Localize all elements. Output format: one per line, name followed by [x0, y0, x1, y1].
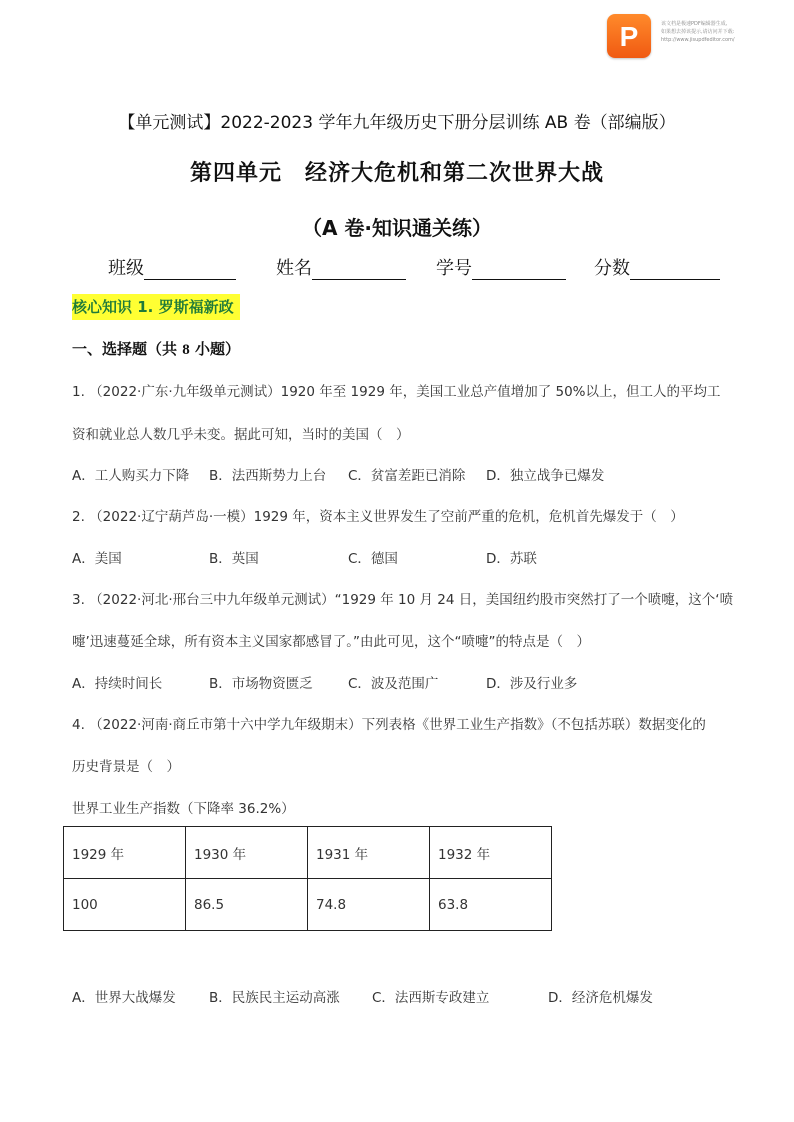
watermark-line: 如果想去掉该提示,请访问并下载: — [661, 29, 735, 35]
watermark-line: 该文档是极速PDF编辑器生成, — [661, 21, 728, 27]
watermark-line: http://www.jisupdfeditor.com/ — [661, 37, 735, 43]
table-cell: 63.8 — [430, 879, 552, 931]
name-label: 姓名 — [276, 258, 312, 279]
q4-option-b[interactable]: B．民族民主运动高涨 — [209, 990, 340, 1006]
unit-title: 第四单元 经济大危机和第二次世界大战 — [189, 161, 604, 186]
q2-option-b[interactable]: B．英国 — [209, 551, 259, 567]
table-caption: 世界工业生产指数（下降率 36.2%） — [72, 801, 295, 817]
q2-option-a[interactable]: A．美国 — [72, 551, 122, 567]
table-header-cell: 1931 年 — [308, 827, 430, 879]
class-label: 班级 — [108, 258, 144, 279]
score-blank[interactable] — [630, 261, 720, 280]
q1-option-d[interactable]: D．独立战争已爆发 — [486, 468, 605, 484]
watermark-text — [661, 20, 791, 44]
q1-option-c[interactable]: C．贫富差距已消除 — [348, 468, 466, 484]
section-heading — [72, 338, 240, 359]
question-2-line-1: 2. （2022·辽宁葫芦岛·一模）1929 年，资本主义世界发生了空前严重的危机，危机首先爆发于（ ） — [72, 509, 684, 525]
table-header-cell: 1930 年 — [186, 827, 308, 879]
student-id-field[interactable] — [436, 254, 566, 280]
table-header-cell: 1932 年 — [430, 827, 552, 879]
question-1-line-1: 1. （2022·广东·九年级单元测试）1920 年至 1929 年，美国工业总产值增加了 50%以上，但工人的平均工 — [72, 384, 721, 400]
table-header-cell: 1929 年 — [64, 827, 186, 879]
question-3-line-1: 3. （2022·河北·邢台三中九年级单元测试）“1929 年 10 月 24 日，美国纽约股市突然打了一个喷嚏，这个‘喷 — [72, 592, 734, 608]
table-cell: 86.5 — [186, 879, 308, 931]
q3-option-c[interactable]: C．波及范围广 — [348, 676, 439, 692]
class-field[interactable] — [108, 254, 236, 280]
student-id-label: 学号 — [436, 258, 472, 279]
pdf-editor-logo — [607, 14, 651, 58]
name-field[interactable] — [276, 254, 406, 280]
p-letter-icon — [614, 20, 644, 52]
section-heading-prefix: 一、选择题（共 — [72, 340, 183, 358]
question-4-line-1: 4. （2022·河南·商丘市第十六中学九年级期末）下列表格《世界工业生产指数》（不包括苏联）数据变化的 — [72, 717, 706, 733]
table-cell: 74.8 — [308, 879, 430, 931]
q2-option-c[interactable]: C．德国 — [348, 551, 398, 567]
q4-option-c[interactable]: C．法西斯专政建立 — [372, 990, 490, 1006]
question-3-line-2: 嚏’迅速蔓延全球，所有资本主义国家都感冒了。”由此可见，这个“喷嚏”的特点是（ ） — [72, 634, 591, 650]
core-knowledge-highlight: 核心知识 1. 罗斯福新政 — [72, 294, 240, 320]
table-cell: 100 — [64, 879, 186, 931]
student-id-blank[interactable] — [472, 261, 566, 280]
q1-option-b[interactable]: B．法西斯势力上台 — [209, 468, 327, 484]
industrial-index-table — [63, 826, 552, 931]
table-row — [64, 879, 552, 931]
question-1-line-2: 资和就业总人数几乎未变。据此可知，当时的美国（ ） — [72, 427, 410, 443]
score-label: 分数 — [594, 258, 630, 279]
name-blank[interactable] — [312, 261, 406, 280]
paper-subtitle: （A 卷·知识通关练） — [301, 216, 493, 240]
q1-option-a[interactable]: A．工人购买力下降 — [72, 468, 190, 484]
question-count: 8 — [182, 342, 190, 358]
svg-text:P: P — [619, 21, 639, 52]
document-title: 【单元测试】2022-2023 学年九年级历史下册分层训练 AB 卷（部编版） — [118, 113, 676, 133]
q2-option-d[interactable]: D．苏联 — [486, 551, 537, 567]
q3-option-d[interactable]: D．涉及行业多 — [486, 676, 578, 692]
q3-option-a[interactable]: A．持续时间长 — [72, 676, 163, 692]
table-header-row — [64, 827, 552, 879]
section-heading-suffix: 小题） — [189, 340, 240, 358]
score-field[interactable] — [594, 254, 720, 280]
q4-option-d[interactable]: D．经济危机爆发 — [548, 990, 653, 1006]
class-blank[interactable] — [144, 261, 236, 280]
question-4-line-2: 历史背景是（ ） — [72, 759, 180, 775]
q4-option-a[interactable]: A．世界大战爆发 — [72, 990, 176, 1006]
q3-option-b[interactable]: B．市场物资匮乏 — [209, 676, 313, 692]
